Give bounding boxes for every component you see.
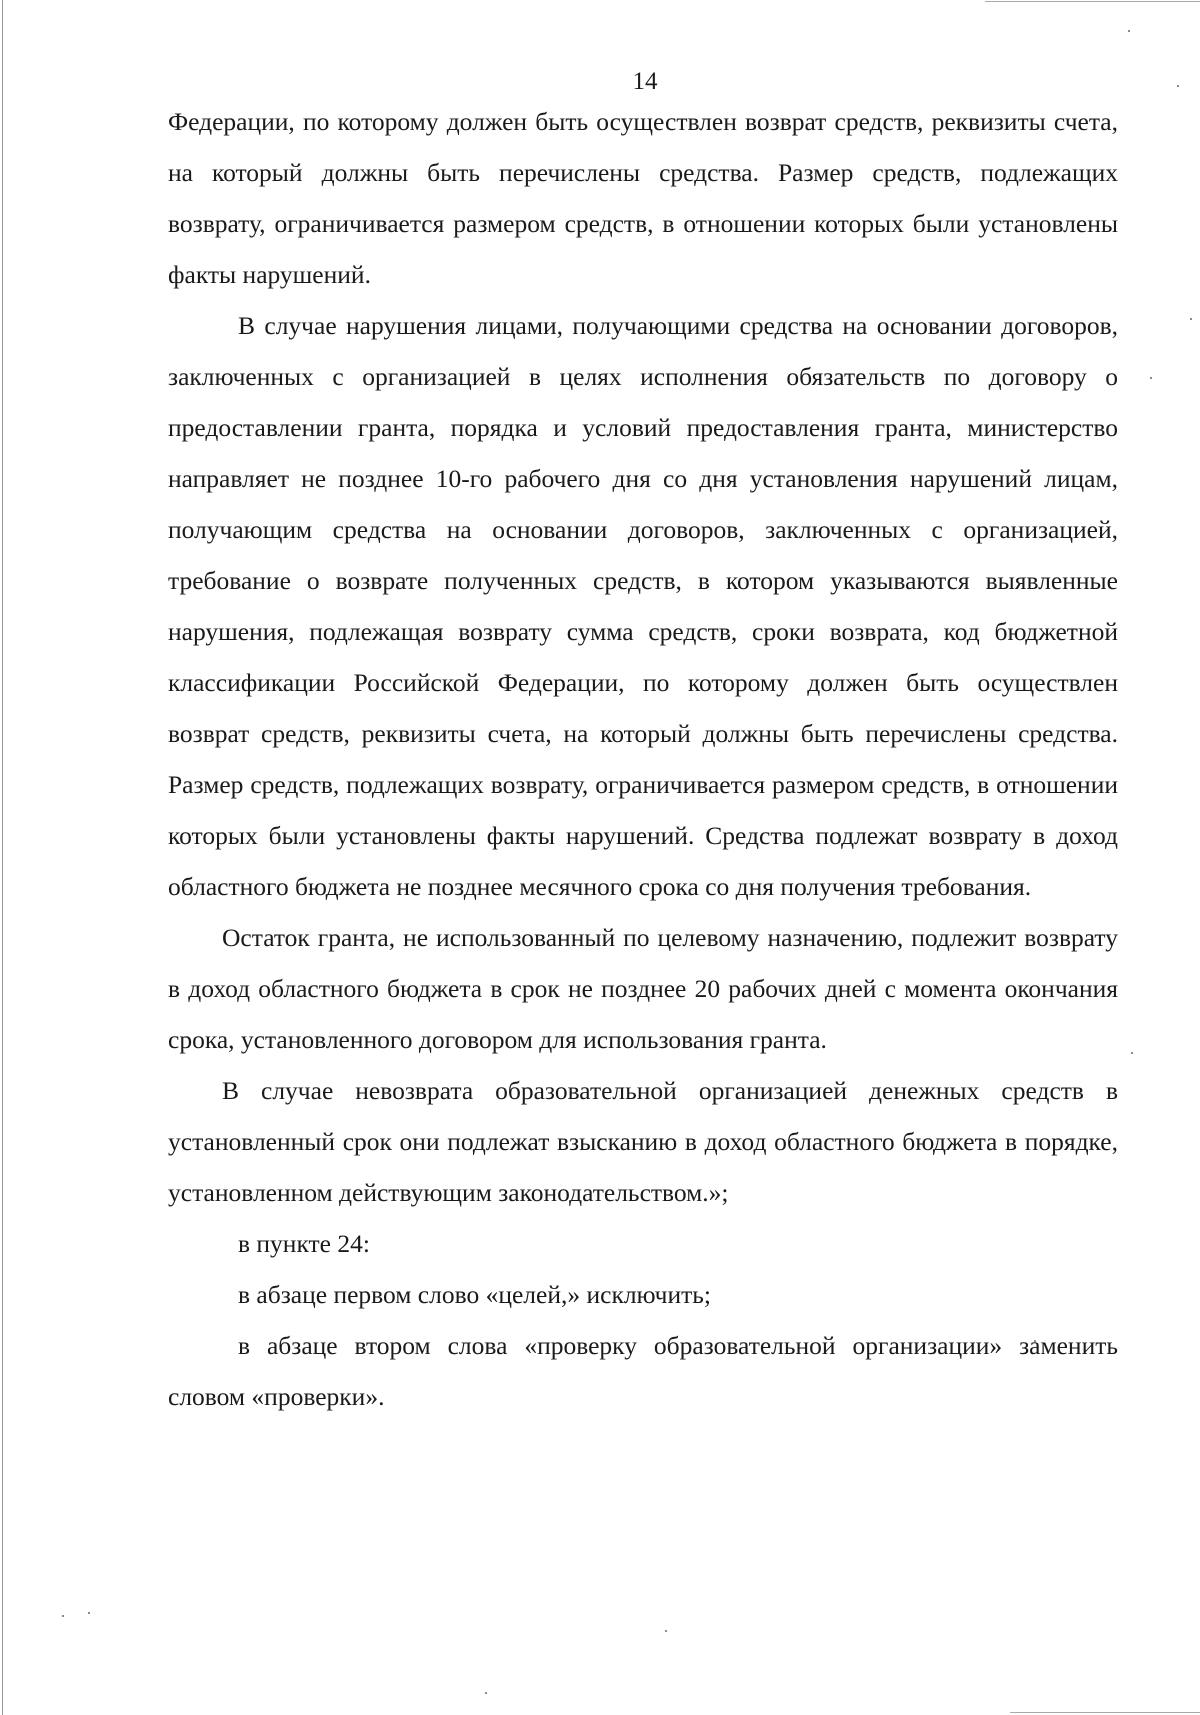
scan-speck [1190, 318, 1192, 320]
scan-edge-bottom-right [1010, 1712, 1200, 1713]
scan-edge-left [2, 0, 3, 1715]
paragraph-return-details: Федерации, по которому должен быть осуществлен возврат средств, реквизиты счета, на который должны быть перечислены средства. Размер средств, подлежащих возврату, ограничивается размером средств, в отношении которых были установлены факты нарушений. [168, 107, 1118, 289]
paragraph-first-subclause: в абзаце первом слово «целей,» исключить; [238, 1280, 711, 1309]
scan-speck [62, 1615, 64, 1617]
document-text [168, 96, 1118, 1422]
scan-edge-top-right [985, 1, 1200, 2]
paragraph-violation-by-recipients: В случае нарушения лицами, получающими средства на основании договоров, заключенных с организацией в целях исполнения обязательств по договору о предоставлении гранта, порядка и условий предоставления гранта, министерство направляет не позднее 10-го рабочего дня со дня установления нарушений лицам, получающим средства на основании договоров, заключенных с организацией, требование о возврате полученных средств, в котором указываются выявленные нарушения, подлежащая возврату сумма средств, сроки возврата, код бюджетной классификации Российской Федерации, по которому должен быть осуществлен возврат средств, реквизиты счета, на который должны быть перечислены средства. Размер средств, подлежащих возврату, ограничивается размером средств, в отношении которых были установлены факты нарушений. Средства подлежат возврату в доход областного бюджета не позднее месячного срока со дня получения требования. [168, 311, 1118, 901]
paragraph-grant-remainder: Остаток гранта, не использованный по целевому назначению, подлежит возврату в доход областного бюджета в срок не позднее 20 рабочих дней с момента окончания срока, установленного договором для использования гранта. [168, 923, 1118, 1054]
scan-speck [485, 1692, 487, 1694]
scan-speck [665, 1630, 667, 1632]
paragraph-clause-24: в пункте 24: [238, 1229, 370, 1258]
scan-speck [88, 1612, 90, 1614]
scan-speck [1131, 1052, 1133, 1054]
paragraph-non-return: В случае невозврата образовательной организацией денежных средств в установленный срок они подлежат взысканию в доход областного бюджета в порядке, установленном действующим законодательством.»; [168, 1076, 1118, 1207]
scan-speck [1150, 377, 1152, 379]
paragraph-second-subclause: в абзаце втором слова «проверку образовательной организации» заменить словом «проверки». [168, 1331, 1118, 1411]
scan-speck [1128, 30, 1130, 32]
page-number: 14 [632, 68, 658, 95]
